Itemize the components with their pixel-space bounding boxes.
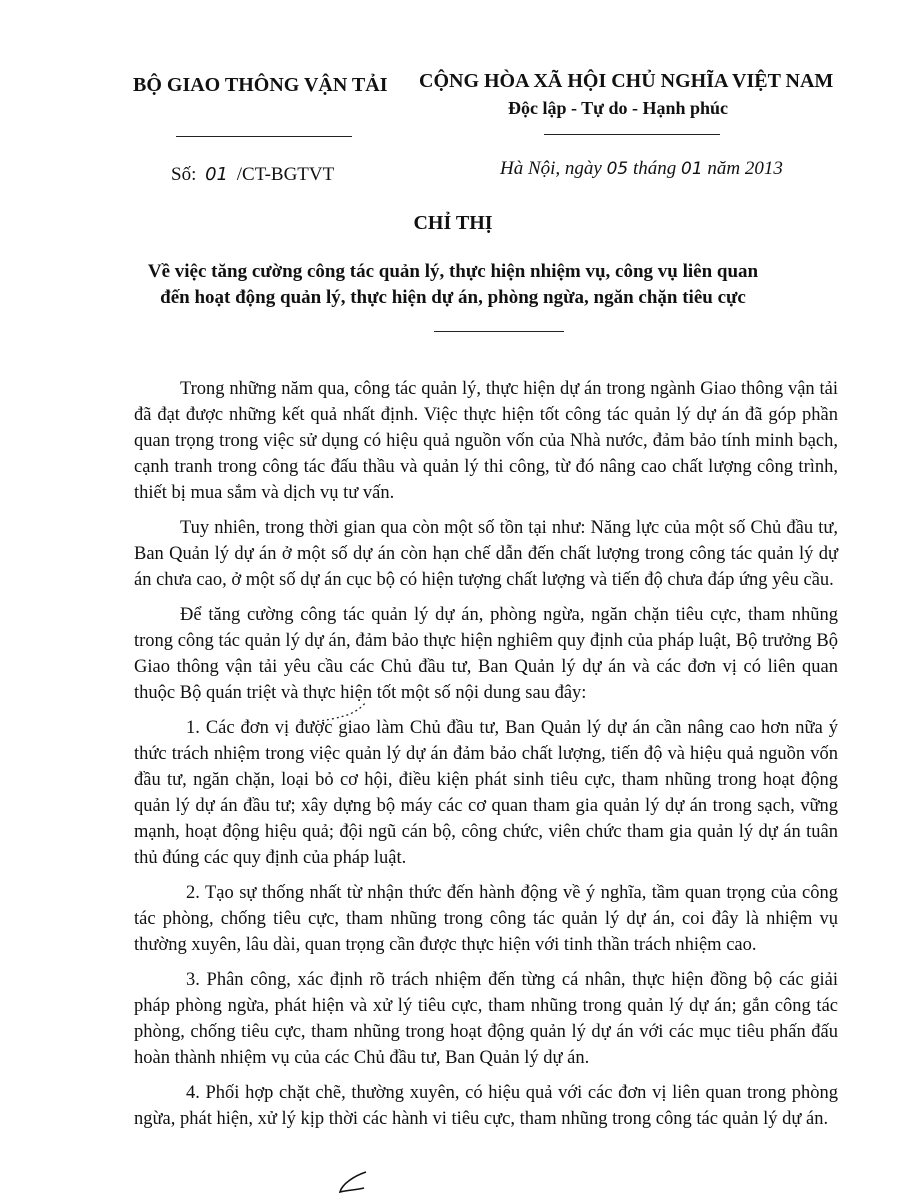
national-motto: Độc lập - Tự do - Hạnh phúc [508,98,729,118]
date-month-label: tháng [633,158,677,179]
ministry-underline [176,136,352,137]
handwritten-day: 05 [606,159,629,179]
subject-underline [434,331,564,332]
date-line [500,158,783,180]
motto-underline [544,134,720,135]
date-year-label: năm [707,158,741,179]
handwritten-number: 01 [205,164,229,185]
ministry-name: BỘ GIAO THÔNG VẬN TẢI [133,74,388,96]
document-number [171,164,334,186]
subject-line-2: đến hoạt động quản lý, thực hiện dự án, phòng ngừa, ngăn chặn tiêu cực [160,287,746,308]
date-place: Hà Nội, ngày [500,158,602,179]
pen-dotted-stroke [310,698,370,726]
number-suffix: /CT-BGTVT [236,164,335,185]
republic-title: CỘNG HÒA XÃ HỘI CHỦ NGHĨA VIỆT NAM [419,70,834,92]
subject-line-1: Về việc tăng cường công tác quản lý, thực hiện nhiệm vụ, công vụ liên quan [147,261,759,282]
directive-item-4: 4. Phối hợp chặt chẽ, thường xuyên, có hiệu quả với các đơn vị liên quan trong phòng ngừa, phát hiện, xử lý kịp thời các hành vi tiêu cực, tham nhũng trong công tác quản lý dự án. [134,1083,838,1129]
document-subject [100,259,806,311]
date-year: 2013 [744,158,783,179]
paragraph-shortcomings: Tuy nhiên, trong thời gian qua còn một số tồn tại như: Năng lực của một số Chủ đầu tư, Ban Quản lý dự án ở một số dự án còn hạn chế dẫn đến chất lượng trong công tác quản lý dự án chưa cao, ở một số dự án cục bộ có hiện tượng chất lượng và tiến độ chưa đáp ứng yêu cầu. [134,518,838,590]
handwritten-month: 01 [681,159,703,179]
initial-tick-mark [336,1168,370,1198]
document-body [134,376,838,1141]
document-type: CHỈ THỊ [413,212,493,234]
directive-item-2: 2. Tạo sự thống nhất từ nhận thức đến hành động về ý nghĩa, tầm quan trọng của công tác phòng, chống tiêu cực, tham nhũng trong công tác quản lý dự án, coi đây là nhiệm vụ thường xuyên, lâu dài, quan trọng cần được thực hiện với tinh thần trách nhiệm cao. [134,883,838,955]
directive-item-1: 1. Các đơn vị được giao làm Chủ đầu tư, Ban Quản lý dự án cần nâng cao hơn nữa ý thức trách nhiệm trong việc quản lý dự án đảm bảo chất lượng, tiến độ và hiệu quả nguồn vốn đầu tư, ngăn chặn, loại bỏ cơ hội, điều kiện phát sinh tiêu cực, tham nhũng trong hoạt động quản lý dự án đầu tư; xây dựng bộ máy các cơ quan tham gia quản lý dự án trong sạch, vững mạnh, hoạt động hiệu quả; đội ngũ cán bộ, công chức, viên chức tham gia quản lý dự án tuân thủ đúng các quy định của pháp luật. [134,718,838,868]
number-prefix: Số: [171,164,197,185]
paragraph-directive: Để tăng cường công tác quản lý dự án, phòng ngừa, ngăn chặn tiêu cực, tham nhũng trong công tác quản lý dự án, đảm bảo thực hiện nghiêm quy định của pháp luật, Bộ trưởng Bộ Giao thông vận tải yêu cầu các Chủ đầu tư, Ban Quản lý dự án và các đơn vị có liên quan thuộc Bộ quán triệt và thực hiện tốt một số nội dung sau đây: [134,605,838,703]
directive-item-3: 3. Phân công, xác định rõ trách nhiệm đến từng cá nhân, thực hiện đồng bộ các giải pháp phòng ngừa, phát hiện và xử lý tiêu cực, tham nhũng trong quản lý dự án; gắn công tác phòng, chống tiêu cực, tham nhũng trong hoạt động quản lý dự án với các mục tiêu phấn đấu hoàn thành nhiệm vụ của các Chủ đầu tư, Ban Quản lý dự án. [134,970,838,1068]
paragraph-intro: Trong những năm qua, công tác quản lý, thực hiện dự án trong ngành Giao thông vận tải đã đạt được những kết quả nhất định. Việc thực hiện tốt công tác quản lý dự án đã góp phần quan trọng trong việc sử dụng có hiệu quả nguồn vốn của Nhà nước, đảm bảo tính minh bạch, cạnh tranh trong công tác đấu thầu và quản lý thi công, từ đó nâng cao chất lượng công trình, thiết bị mua sắm và dịch vụ tư vấn. [134,379,838,503]
